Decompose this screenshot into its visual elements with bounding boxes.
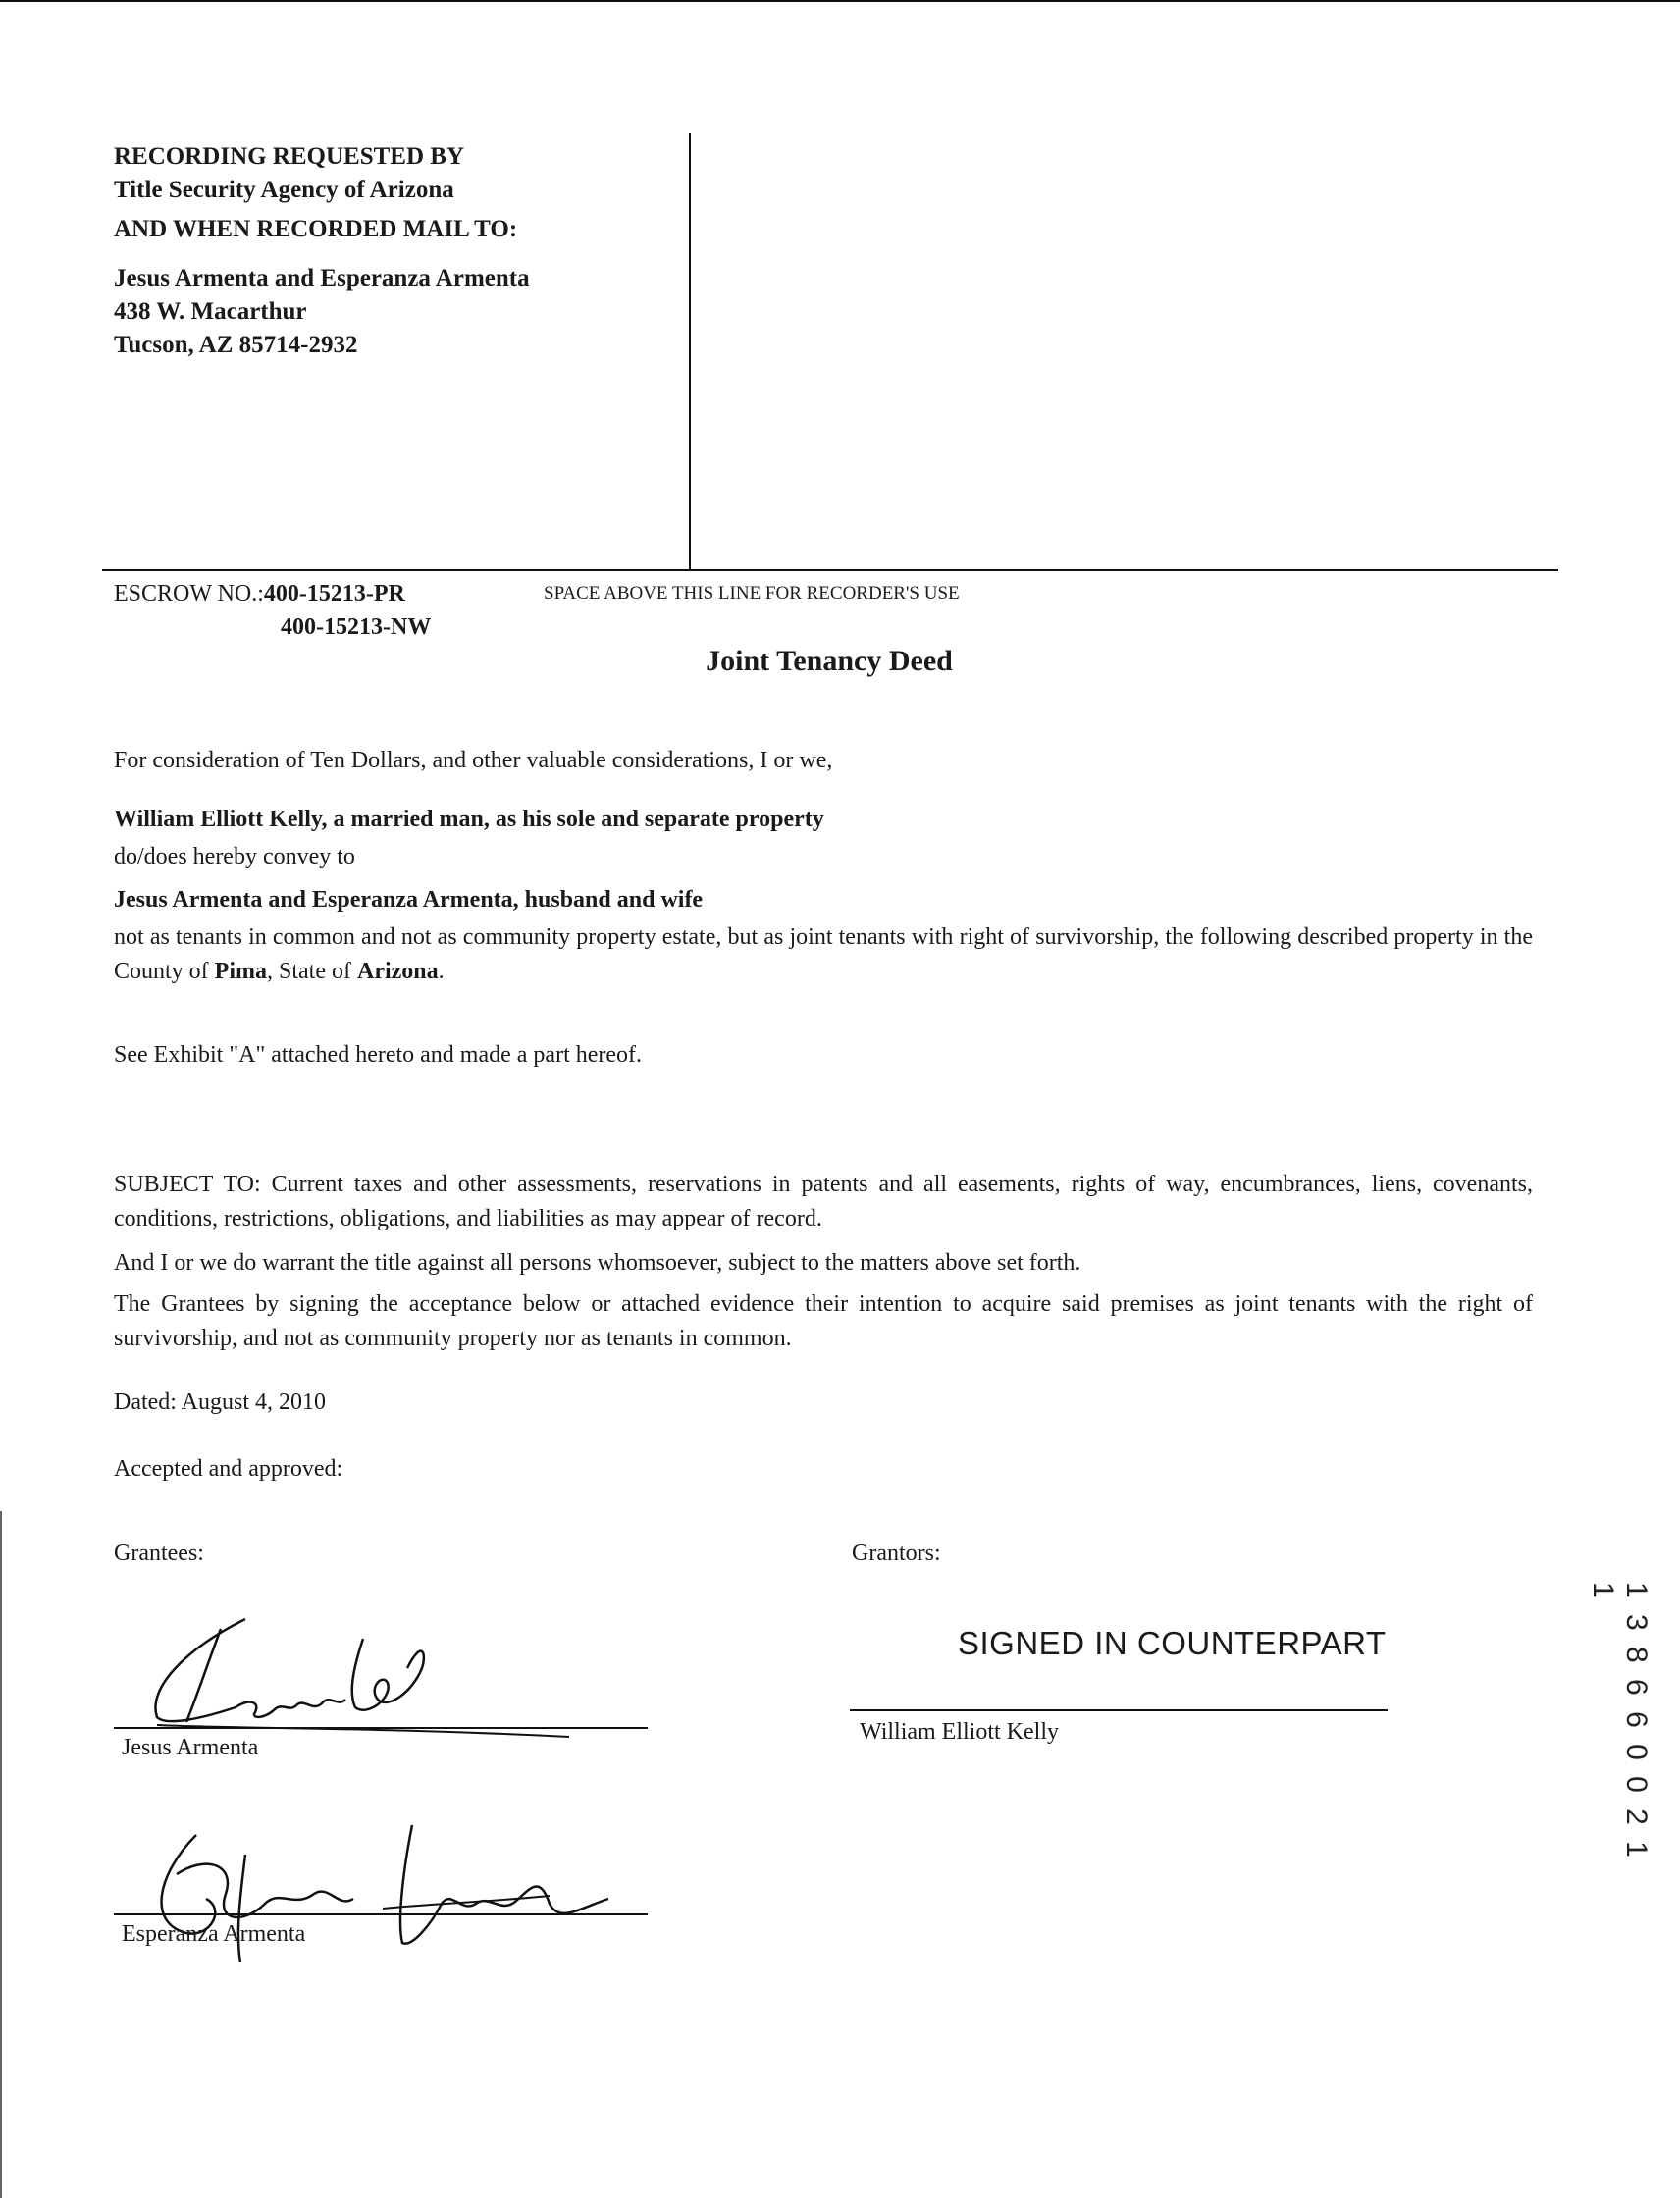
grantee-1-line	[114, 1727, 648, 1729]
mail-to-city: Tucson, AZ 85714-2932	[114, 332, 358, 358]
dated-text: Dated: August 4, 2010	[114, 1389, 326, 1415]
mail-to-label: AND WHEN RECORDED MAIL TO:	[114, 216, 518, 242]
grantee-2-name: Esperanza Armenta	[122, 1921, 306, 1947]
grantee-1-name: Jesus Armenta	[122, 1735, 259, 1760]
accepted-text: Accepted and approved:	[114, 1456, 343, 1482]
warrant-text: And I or we do warrant the title against all persons whomsoever, subject to the matters above set forth.	[114, 1250, 1081, 1276]
exhibit-text: See Exhibit "A" attached hereto and made a part hereof.	[114, 1042, 643, 1068]
grantees-intent-paragraph: The Grantees by signing the acceptance below or attached evidence their intention to acquire said premises as joint tenants with the right of survivorship, and not as community property nor as tenants in common.	[114, 1291, 1533, 1351]
recorder-line	[102, 569, 1558, 571]
consideration-text: For consideration of Ten Dollars, and other valuable considerations, I or we,	[114, 748, 833, 773]
grantee-2-line	[114, 1913, 648, 1915]
county-name: Pima	[214, 959, 267, 984]
subject-to-paragraph: SUBJECT TO: Current taxes and other assessments, reservations in patents and all easements, rights of way, encumbrances, liens, covenants, conditions, restrictions, obligations, and liabilities as may appear of record.	[114, 1172, 1533, 1231]
grantor-1-name: William Elliott Kelly	[860, 1719, 1060, 1745]
escrow-label: ESCROW NO.:	[114, 581, 264, 606]
recorder-divider	[689, 133, 691, 571]
escrow-number-1: 400-15213-PR	[263, 581, 405, 606]
side-document-number: 1 3 8 6 6 0 0 2 1 1	[1587, 1582, 1653, 1861]
recorder-note: SPACE ABOVE THIS LINE FOR RECORDER'S USE	[544, 583, 960, 603]
tenancy-text: not as tenants in common and not as community property estate, but as joint tenants with right of survivorship, the following described property in the County of	[114, 924, 1533, 984]
state-prefix: , State of	[267, 959, 357, 984]
grantees-label: Grantees:	[114, 1541, 204, 1566]
tenancy-paragraph	[114, 920, 1533, 989]
deed-title: Joint Tenancy Deed	[706, 645, 953, 677]
requested-by-name: Title Security Agency of Arizona	[114, 177, 454, 203]
grantor-name: William Elliott Kelly, a married man, as his sole and separate property	[114, 807, 824, 832]
state-name: Arizona	[356, 959, 439, 984]
mail-to-name: Jesus Armenta and Esperanza Armenta	[114, 265, 530, 291]
top-border	[0, 0, 1680, 2]
escrow-row	[114, 577, 405, 611]
convey-text: do/does hereby convey to	[114, 844, 355, 869]
recording-requested-label: RECORDING REQUESTED BY	[114, 143, 465, 170]
jesus-armenta-signature	[128, 1609, 481, 1737]
grantors-label: Grantors:	[852, 1541, 941, 1566]
tenancy-period: .	[438, 959, 445, 984]
escrow-number-2: 400-15213-NW	[281, 614, 432, 640]
grantor-1-line	[850, 1709, 1388, 1711]
left-edge-mark	[0, 1511, 2, 2198]
mail-to-street: 438 W. Macarthur	[114, 298, 307, 325]
grantee-name: Jesus Armenta and Esperanza Armenta, husband and wife	[114, 887, 704, 913]
signed-in-counterpart-stamp: SIGNED IN COUNTERPART	[958, 1625, 1387, 1661]
